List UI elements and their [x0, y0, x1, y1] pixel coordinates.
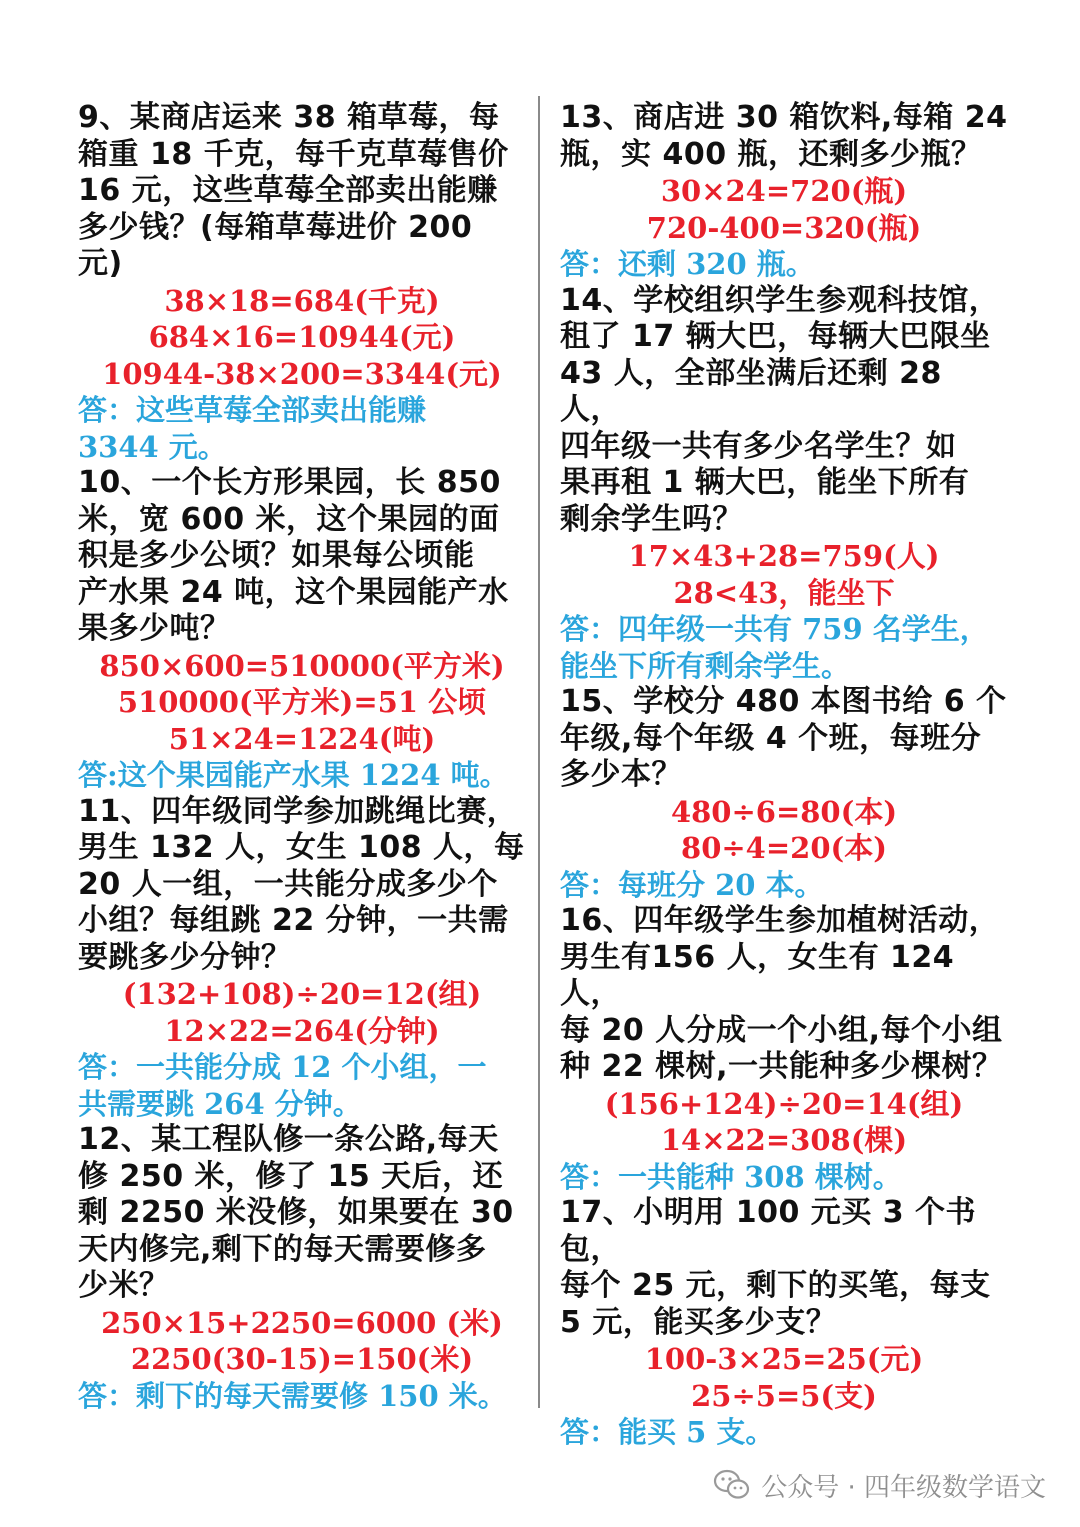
- watermark-text: 公众号 · 四年级数学语文: [761, 1472, 1046, 1503]
- question-text: 11、四年级同学参加跳绳比赛， 男生 132 人，女生 108 人，每 20 人一组，一共能分成多少个 小组？每组跳 22 分钟，一共需 要跳多少分钟？: [78, 793, 525, 975]
- answer-text: 答:这个果园能产水果 1224 吨。: [78, 758, 509, 792]
- left-column: [78, 100, 526, 1414]
- problem-15: [560, 684, 1008, 903]
- question-text: 15、学校分 480 本图书给 6 个 年级,每个年级 4 个班，每班分 多少本？: [560, 684, 1007, 792]
- solution-step: 80÷4=20(本): [681, 831, 887, 865]
- solution-step: 51×24=1224(吨): [168, 721, 436, 756]
- solution-step: 250×15+2250=6000 (米): [101, 1305, 503, 1340]
- problem-11: [78, 794, 526, 1123]
- problem-12: [78, 1122, 526, 1414]
- solution-step: (132+108)÷20=12(组): [122, 977, 482, 1011]
- question-text: 9、某商店运来 38 箱草莓，每 箱重 18 千克，每千克草莓售价 16 元，这些草莓全部卖出能赚 多少钱？(每箱草莓进价 200 元): [78, 100, 509, 281]
- solution-step: 480÷6=80(本): [670, 794, 898, 829]
- question-text: 16、四年级学生参加植树活动， 男生有156 人，女生有 124 人， 每 20 人分成一个小组,每个小组 种 22 棵树,一共能种多少棵树？: [560, 903, 1003, 1084]
- question-text: 12、某工程队修一条公路,每天 修 250 米，修了 15 天后，还 剩 2250 米没修，如果要在 30 天内修完,剩下的每天需要修多 少米？: [78, 1122, 514, 1303]
- solution-steps: [78, 648, 526, 758]
- answer-text: 答：一共能分成 12 个小组，一 共需要跳 264 分钟。: [78, 1050, 487, 1121]
- solution-step: 25÷5=5(支): [691, 1378, 877, 1413]
- problem-9: [78, 100, 526, 465]
- solution-steps: [78, 283, 526, 393]
- answer-text: 答：四年级一共有 759 名学生， 能坐下所有剩余学生。: [560, 612, 989, 683]
- answer-text: 答：还剩 320 瓶。: [560, 247, 815, 281]
- solution-step: 850×600=510000(平方米): [99, 648, 505, 683]
- question-text: 10、一个长方形果园，长 850 米，宽 600 米，这个果园的面 积是多少公顷？如果每公顷能 产水果 24 吨，这个果园能产水 果多少吨？: [78, 465, 509, 646]
- solution-step: 100-3×25=25(元): [644, 1342, 924, 1376]
- solution-step: 38×18=684(千克): [164, 283, 440, 318]
- problem-17: [560, 1195, 1008, 1451]
- watermark: [713, 1465, 1046, 1505]
- solution-step: 720-400=320(瓶): [646, 210, 922, 245]
- solution-steps: [78, 1305, 526, 1378]
- solution-steps: [560, 1086, 1008, 1159]
- question-text: 13、商店进 30 箱饮料,每箱 24 瓶，实 400 瓶，还剩多少瓶？: [560, 100, 1008, 172]
- solution-step: 510000(平方米)=51 公顷: [117, 685, 487, 719]
- solution-steps: [560, 794, 1008, 867]
- question-text: 14、学校组织学生参观科技馆， 租了 17 辆大巴，每辆大巴限坐 43 人，全部坐满后还剩 28 人， 四年级一共有多少名学生？如 果再租 1 辆大巴，能坐下所有 剩余学生吗？: [560, 282, 1000, 537]
- problem-13: [560, 100, 1008, 283]
- solution-step: 10944-38×200=3344(元): [102, 356, 502, 391]
- question-text: 17、小明用 100 元买 3 个书包， 每个 25 元，剩下的买笔，每支 5 元，能买多少支？: [560, 1195, 991, 1340]
- solution-steps: [560, 173, 1008, 246]
- solution-step: 17×43+28=759(人): [628, 539, 940, 573]
- solution-step: 684×16=10944(元): [148, 320, 456, 354]
- solution-step: 2250(30-15)=150(米): [130, 1342, 474, 1376]
- solution-steps: [78, 976, 526, 1049]
- answer-text: 答：能买 5 支。: [560, 1415, 775, 1449]
- column-divider: [538, 96, 540, 1408]
- solution-step: 28<43，能坐下: [673, 575, 895, 610]
- right-column: [560, 100, 1008, 1451]
- solution-step: 12×22=264(分钟): [164, 1013, 440, 1048]
- problem-14: [560, 283, 1008, 685]
- solution-step: 30×24=720(瓶): [660, 174, 908, 208]
- solution-step: 14×22=308(棵): [660, 1123, 908, 1157]
- answer-text: 答：一共能种 308 棵树。: [560, 1159, 902, 1194]
- solution-steps: [560, 538, 1008, 611]
- problem-10: [78, 465, 526, 794]
- wechat-icon: [713, 1469, 751, 1501]
- answer-text: 答：这些草莓全部卖出能赚 3344 元。: [78, 393, 427, 464]
- solution-steps: [560, 1341, 1008, 1414]
- problem-16: [560, 903, 1008, 1195]
- solution-step: (156+124)÷20=14(组): [604, 1086, 964, 1121]
- answer-text: 答：剩下的每天需要修 150 米。: [78, 1378, 507, 1413]
- answer-text: 答：每班分 20 本。: [560, 867, 824, 902]
